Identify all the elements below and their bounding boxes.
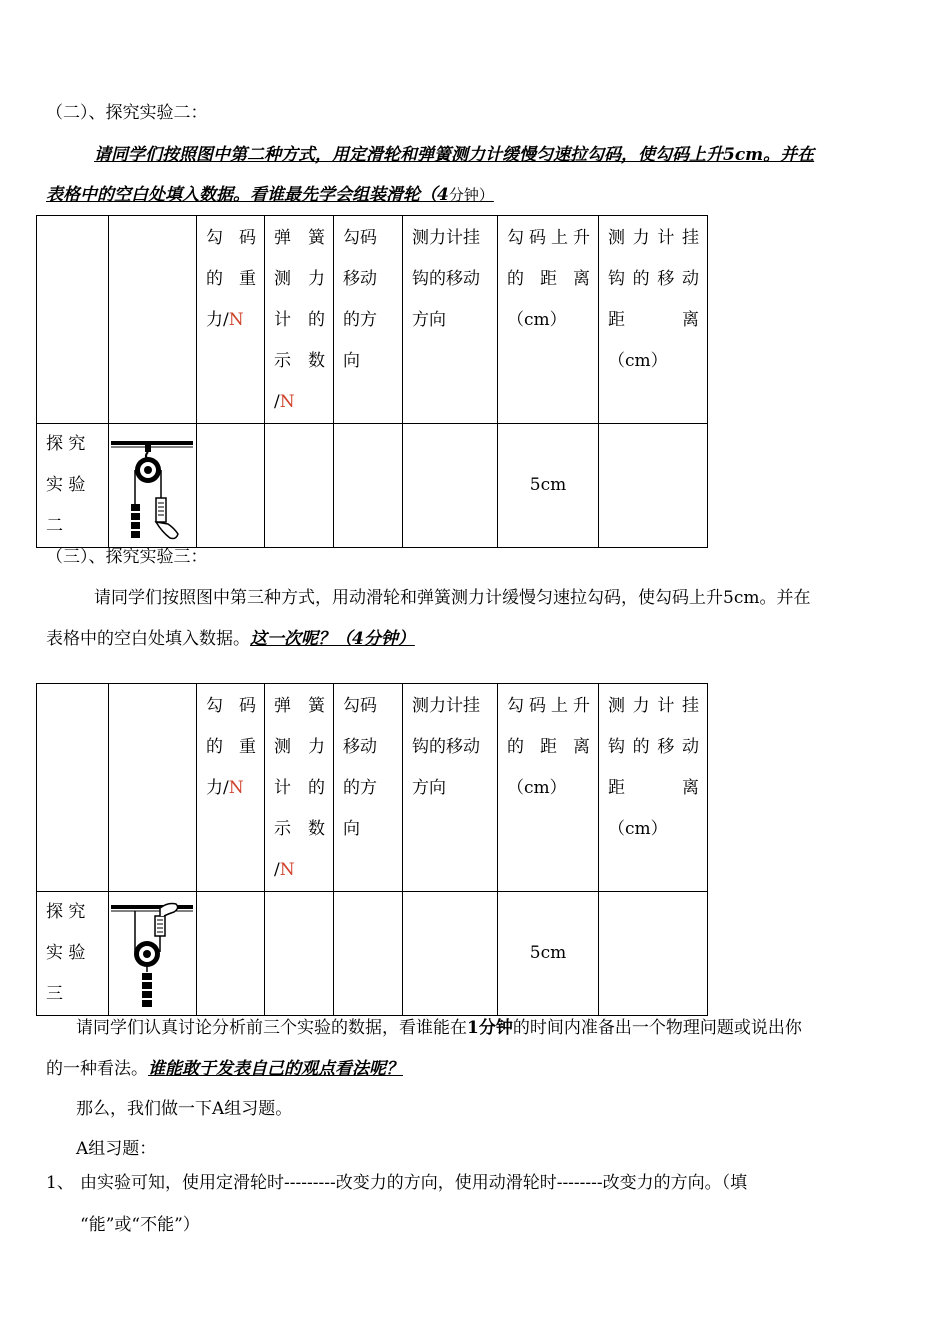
header-rise-distance <box>498 684 599 892</box>
header-line: 向 <box>343 351 360 371</box>
experiment3-hook-distance-input[interactable] <box>599 892 708 1016</box>
experiment3-label <box>37 892 109 1016</box>
discussion-question: 谁能敢于发表自己的观点看法呢？ <box>148 1059 403 1079</box>
experiment3-weight-input[interactable] <box>197 892 265 1016</box>
header-spring-text: / <box>274 860 280 880</box>
discussion-line1-text-end: 的时间内准备出一个物理问题或说出你 <box>512 1018 802 1038</box>
experiment3-row <box>37 892 708 1016</box>
experiment2-rise-value: 5cm <box>498 424 599 548</box>
header-line: 距 离 <box>608 310 699 330</box>
header-line: 测力计挂 <box>608 228 699 248</box>
discussion-line1-text: 请同学们认真讨论分析前三个实验的数据，看谁能在 <box>76 1018 467 1038</box>
header-rise-distance <box>498 216 599 424</box>
header-line: 勾码上升 <box>507 696 590 716</box>
header-line: 测力计挂 <box>608 696 699 716</box>
header-line: （cm） <box>608 351 668 371</box>
experiment2-figure-cell <box>109 424 197 548</box>
header-spring-text: / <box>274 392 280 412</box>
experiment3-spring-input[interactable] <box>265 892 334 1016</box>
experiment2-hook-distance-input[interactable] <box>599 424 708 548</box>
header-line: 勾码 <box>343 228 377 248</box>
section3-instruction-line2 <box>46 624 415 649</box>
exercise-heading: A组习题： <box>76 1139 157 1159</box>
header-line: （cm） <box>608 819 668 839</box>
discussion-line2 <box>46 1054 403 1079</box>
header-line: 距 离 <box>608 778 699 798</box>
header-spring-line: 计 的 <box>274 778 325 798</box>
movable-pulley-figure <box>109 892 196 1010</box>
header-line: 向 <box>343 819 360 839</box>
header-weight-line <box>206 300 256 341</box>
header-spring-line: 示 数 <box>274 819 325 839</box>
header-line: （cm） <box>507 310 567 330</box>
experiment3-rise-value: 5cm <box>498 892 599 1016</box>
label-text: 实 验 <box>46 943 86 963</box>
header-direction-weight <box>334 216 403 424</box>
header-spring-line <box>274 382 325 423</box>
header-line: （cm） <box>507 778 567 798</box>
section3-instruction-line2-emphasis: 这一次呢？（4分钟） <box>250 629 415 649</box>
section2-instruction-line2 <box>46 180 494 205</box>
header-direction-weight <box>334 684 403 892</box>
question1-text: 由实验可知，使用定滑轮时---------改变力的方向，使用动滑轮时--------改变力的方向。（填 <box>80 1173 748 1193</box>
experiment2-spring-input[interactable] <box>265 424 334 548</box>
header-spring-line: 示 数 <box>274 351 325 371</box>
header-weight-line: 勾 码 <box>206 696 256 716</box>
label-line <box>46 892 102 933</box>
label-text: 探 究 <box>46 902 86 922</box>
experiment2-row <box>37 424 708 548</box>
discussion-line2-text: 的一种看法。 <box>46 1059 148 1079</box>
header-direction-hook <box>403 684 498 892</box>
header-spring-line: 弹 簧 <box>274 696 325 716</box>
header-line: 勾码上升 <box>507 228 590 248</box>
header-spring-line: 测 力 <box>274 737 325 757</box>
header-spring <box>265 684 334 892</box>
unit-n: N <box>228 310 244 330</box>
header-weight-line <box>206 768 256 809</box>
unit-n: N <box>279 860 295 880</box>
header-spring-line: 测 力 <box>274 269 325 289</box>
experiment3-direction-weight-input[interactable] <box>334 892 403 1016</box>
header-line: 钩的移动 <box>412 269 480 289</box>
header-line: 钩的移动 <box>412 737 480 757</box>
header-line: 的方 <box>343 310 377 330</box>
header-line: 勾码 <box>343 696 377 716</box>
header-row <box>37 684 708 892</box>
header-line: 方向 <box>412 310 446 330</box>
header-direction-hook <box>403 216 498 424</box>
header-weight <box>197 684 265 892</box>
experiment3-direction-hook-input[interactable] <box>403 892 498 1016</box>
discussion-line3: 那么，我们做一下A组习题。 <box>76 1099 293 1119</box>
header-hook-distance <box>599 684 708 892</box>
label-text: 实 验 <box>46 475 86 495</box>
header-line: 移动 <box>343 269 377 289</box>
experiment2-table <box>36 215 708 548</box>
header-cell-empty-1 <box>37 216 109 424</box>
label-line <box>46 933 102 974</box>
header-weight-line: 的 重 <box>206 269 256 289</box>
header-spring-line: 计 的 <box>274 310 325 330</box>
unit-n: N <box>279 392 295 412</box>
experiment2-label <box>37 424 109 548</box>
header-line: 钩的移动 <box>608 269 699 289</box>
experiment2-direction-weight-input[interactable] <box>334 424 403 548</box>
header-line: 移动 <box>343 737 377 757</box>
section2-heading: （二）、探究实验二： <box>46 103 208 123</box>
section2-instruction-line2-minutes: 分钟） <box>448 186 494 204</box>
header-cell-empty-1 <box>37 684 109 892</box>
section3-instruction-line1: 请同学们按照图中第三种方式，用动滑轮和弹簧测力计缓慢匀速拉勾码，使勾码上升5cm。并在 <box>94 588 811 608</box>
experiment3-figure-cell <box>109 892 197 1016</box>
header-weight-text: 力/ <box>206 310 229 330</box>
header-weight-line: 勾 码 <box>206 228 256 248</box>
section2-instruction-line1: 请同学们按照图中第二种方式，用定滑轮和弹簧测力计缓慢匀速拉勾码，使勾码上升5cm。并在 <box>94 145 815 165</box>
experiment2-weight-input[interactable] <box>197 424 265 548</box>
question1-text-end: “能”或“不能”） <box>80 1215 200 1235</box>
header-line: 的方 <box>343 778 377 798</box>
header-line: 测力计挂 <box>412 696 480 716</box>
header-spring-line: 弹 簧 <box>274 228 325 248</box>
discussion-time: 1分钟 <box>467 1018 513 1038</box>
label-text: 探 究 <box>46 434 86 454</box>
label-text: 三 <box>46 984 63 1004</box>
label-line <box>46 974 102 1015</box>
header-weight-text: 力/ <box>206 778 229 798</box>
header-line: 的 距 离 <box>507 737 590 757</box>
experiment2-direction-hook-input[interactable] <box>403 424 498 548</box>
section3-instruction-line2-main: 表格中的空白处填入数据。 <box>46 629 250 649</box>
header-cell-empty-2 <box>109 684 197 892</box>
fixed-pulley-figure <box>109 424 196 542</box>
label-text: 二 <box>46 516 63 536</box>
experiment3-table <box>36 683 708 1016</box>
header-line: 的 距 离 <box>507 269 590 289</box>
label-line <box>46 506 102 547</box>
header-hook-distance <box>599 216 708 424</box>
header-weight <box>197 216 265 424</box>
header-cell-empty-2 <box>109 216 197 424</box>
header-spring-line <box>274 850 325 891</box>
question1-number: 1、 <box>46 1173 74 1193</box>
label-line <box>46 424 102 465</box>
section3-heading: （三）、探究实验三： <box>46 547 208 567</box>
section2-instruction-line2-main: 表格中的空白处填入数据。看谁最先学会组装滑轮（4 <box>46 185 449 205</box>
header-weight-line: 的 重 <box>206 737 256 757</box>
header-line: 钩的移动 <box>608 737 699 757</box>
header-row <box>37 216 708 424</box>
label-line <box>46 465 102 506</box>
header-line: 方向 <box>412 778 446 798</box>
unit-n: N <box>228 778 244 798</box>
discussion-line1 <box>76 1013 802 1038</box>
header-line: 测力计挂 <box>412 228 480 248</box>
header-spring <box>265 216 334 424</box>
